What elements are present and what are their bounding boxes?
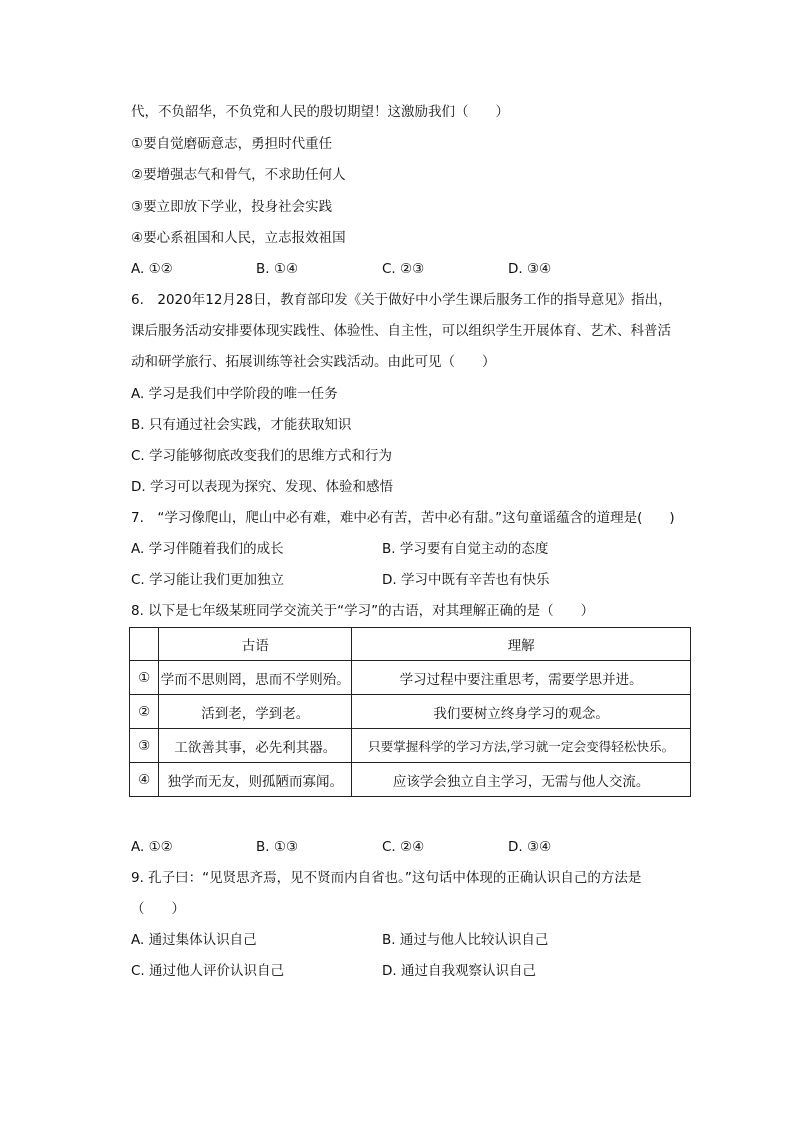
table-cell-proverb: 学而不思则罔，思而不学则殆。	[159, 661, 352, 695]
table-cell-proverb: 独学而无友，则孤陋而寡闻。	[159, 763, 352, 797]
table-header-row	[130, 628, 691, 661]
q8-table	[129, 627, 691, 797]
q5-option-a[interactable]: A. ①②	[131, 261, 173, 277]
q8-stem: 8. 以下是七年级某班同学交流关于“学习”的古语，对其理解正确的是（ ）	[131, 603, 595, 619]
table-header-proverb: 古语	[159, 628, 352, 661]
q5-option-c[interactable]: C. ②③	[382, 261, 425, 277]
table-cell-proverb: 工欲善其事，必先利其器。	[159, 729, 352, 763]
q6-stem-line-2: 课后服务活动安排要体现实践性、体验性、自主性，可以组织学生开展体育、艺术、科普活	[131, 323, 671, 339]
table-row	[130, 661, 691, 695]
q5-option-b[interactable]: B. ①④	[256, 261, 299, 277]
table-cell-understanding: 应该学会独立自主学习，无需与他人交流。	[352, 763, 691, 797]
table-header-index	[130, 628, 159, 661]
table-cell-understanding: 我们要树立终身学习的观念。	[352, 695, 691, 729]
q7-option-b[interactable]: B. 学习要有自觉主动的态度	[382, 541, 549, 557]
q8-option-d[interactable]: D. ③④	[508, 839, 552, 855]
q8-option-a[interactable]: A. ①②	[131, 839, 173, 855]
q5-statement-4: ④要心系祖国和人民，立志报效祖国	[131, 230, 346, 246]
q5-stem-tail: 代，不负韶华，不负党和人民的殷切期望！这激励我们（ ）	[131, 104, 509, 120]
q5-statement-2: ②要增强志气和骨气，不求助任何人	[131, 167, 346, 183]
q6-option-b[interactable]: B. 只有通过社会实践，才能获取知识	[131, 417, 352, 433]
table-row	[130, 729, 691, 763]
q6-option-c[interactable]: C. 学习能够彻底改变我们的思维方式和行为	[131, 448, 393, 464]
q6-option-a[interactable]: A. 学习是我们中学阶段的唯一任务	[131, 386, 338, 402]
q6-stem-line-3: 动和研学旅行、拓展训练等社会实践活动。由此可见（ ）	[131, 354, 496, 370]
q9-option-b[interactable]: B. 通过与他人比较认识自己	[382, 932, 549, 948]
q9-stem-line-2: （ ）	[131, 901, 185, 917]
table-row	[130, 763, 691, 797]
q6-stem-line-1: 6. 2020年12月28日，教育部印发《关于做好中小学生课后服务工作的指导意见》指出，	[131, 292, 672, 308]
table-cell-understanding: 只要掌握科学的学习方法,学习就一定会变得轻松快乐。	[352, 729, 691, 763]
table-header-understanding: 理解	[352, 628, 691, 661]
q9-stem-line-1: 9. 孔子曰：“见贤思齐焉，见不贤而内自省也。”这句话中体现的正确认识自己的方法是	[131, 870, 642, 886]
q7-option-d[interactable]: D. 学习中既有辛苦也有快乐	[382, 572, 550, 588]
q9-option-a[interactable]: A. 通过集体认识自己	[131, 932, 257, 948]
q9-option-d[interactable]: D. 通过自我观察认识自己	[382, 963, 536, 979]
table-cell-understanding: 学习过程中要注重思考，需要学思并进。	[352, 661, 691, 695]
table-cell-proverb: 活到老，学到老。	[159, 695, 352, 729]
q5-statement-3: ③要立即放下学业，投身社会实践	[131, 199, 333, 215]
table-cell-index: ②	[130, 695, 159, 729]
table-cell-index: ①	[130, 661, 159, 695]
q6-option-d[interactable]: D. 学习可以表现为探究、发现、体验和感悟	[131, 479, 393, 495]
table-row	[130, 695, 691, 729]
q8-option-c[interactable]: C. ②④	[382, 839, 425, 855]
q5-option-d[interactable]: D. ③④	[508, 261, 552, 277]
q7-stem: 7. “学习像爬山，爬山中必有难，难中必有苦，苦中必有甜。”这句童谣蕴含的道理是( )	[131, 510, 675, 526]
table-cell-index: ③	[130, 729, 159, 763]
q8-option-b[interactable]: B. ①③	[256, 839, 299, 855]
q5-statement-1: ①要自觉磨砺意志，勇担时代重任	[131, 136, 333, 152]
table-cell-index: ④	[130, 763, 159, 797]
q9-option-c[interactable]: C. 通过他人评价认识自己	[131, 963, 285, 979]
q7-option-c[interactable]: C. 学习能让我们更加独立	[131, 572, 285, 588]
q7-option-a[interactable]: A. 学习伴随着我们的成长	[131, 541, 284, 557]
